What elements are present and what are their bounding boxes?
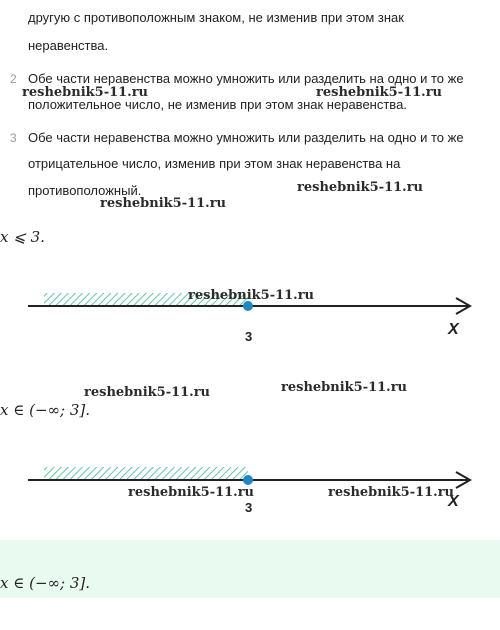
text-line: Обе части неравенства можно умножить или разделить на одно и то же [28, 130, 464, 145]
watermark: reshebnik5-11.ru [84, 385, 211, 400]
watermark: reshebnik5-11.ru [22, 85, 149, 100]
text-line: Обе части неравенства можно умножить или разделить на одно и то же [28, 71, 464, 86]
watermark: reshebnik5-11.ru [297, 180, 424, 195]
watermark: reshebnik5-11.ru [281, 380, 408, 395]
inequality: x ⩽ 3. [0, 228, 45, 246]
shaded-region [44, 467, 248, 479]
watermark: reshebnik5-11.ru [100, 196, 227, 211]
point-label: 3 [245, 500, 253, 515]
list-number: 3 [10, 131, 17, 145]
axis-label: X [448, 321, 459, 338]
interval: x ∈ (−∞; 3]. [0, 401, 90, 419]
text-line: положительное число, не изменив при этом знак неравенства. [28, 97, 407, 112]
watermark: reshebnik5-11.ru [316, 85, 443, 100]
point-label: 3 [245, 329, 253, 344]
text-line: неравенства. [28, 38, 109, 53]
watermark: reshebnik5-11.ru [328, 485, 455, 500]
text-line: противоположный. [28, 183, 142, 198]
answer: x ∈ (−∞; 3]. [0, 574, 90, 592]
watermark: reshebnik5-11.ru [128, 485, 255, 500]
axis-label: X [448, 493, 459, 510]
text-line: отрицательное число, изменив при этом знак неравенства на [28, 156, 401, 171]
point-marker [243, 475, 253, 485]
list-number: 2 [10, 72, 17, 86]
text-line: другую с противоположным знаком, не изменив при этом знак [28, 10, 404, 25]
watermark: reshebnik5-11.ru [188, 288, 315, 303]
answer-box [0, 540, 500, 598]
